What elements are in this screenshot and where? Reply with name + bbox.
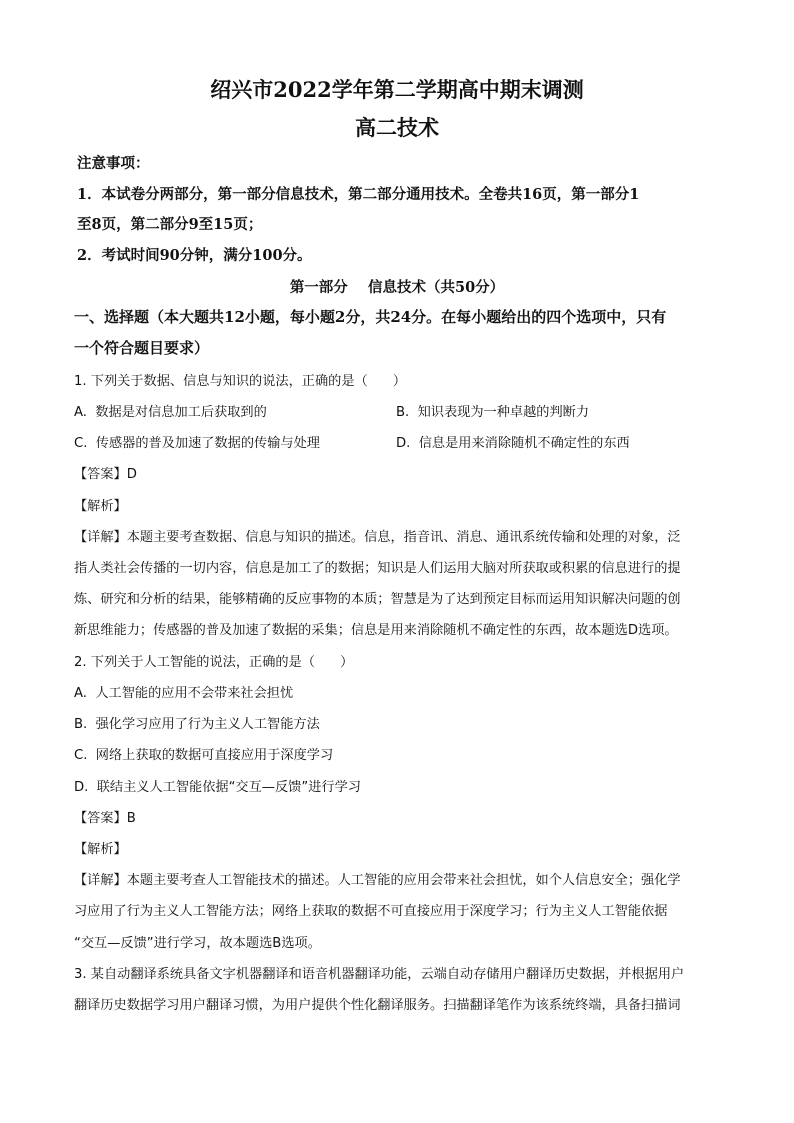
q1-option-d: D. 信息是用来消除随机不确定性的东西 [396,436,630,451]
q2-stem: 2. 下列关于人工智能的说法，正确的是（ ） [74,655,354,670]
section-1-heading-line-1: 一、选择题（本大题共12小题，每小题2分，共24分。在每小题给出的四个选项中，只有 [74,308,667,326]
q1-option-b: B. 知识表现为一种卓越的判断力 [396,405,590,420]
q2-analysis-label: 【解析】 [74,842,127,857]
q2-option-d: D. 联结主义人工智能依据“交互—反馈”进行学习 [74,780,361,795]
q2-option-a: A. 人工智能的应用不会带来社会担忧 [74,686,294,701]
q2-option-b: B. 强化学习应用了行为主义人工智能方法 [74,717,320,732]
q1-option-a: A. 数据是对信息加工后获取到的 [74,405,267,420]
notice-item-2: 2．考试时间90分钟，满分100分。 [77,247,312,264]
notice-item-1-line-2: 至8页，第二部分9至15页； [77,216,263,233]
section-1-heading-line-2: 一个符合题目要求） [74,339,210,357]
q2-option-c: C. 网络上获取的数据可直接应用于深度学习 [74,748,334,763]
part-1-heading: 第一部分 信息技术（共50分） [289,279,505,296]
q1-detail-line-2: 指人类社会传播的一切内容，信息是加工了的数据；知识是人们运用大脑对所获取或积累的信息进行的提 [74,561,681,576]
q1-detail-line-3: 炼、研究和分析的结果，能够精确的反应事物的本质；智慧是为了达到预定目标而运用知识解决问题的创 [74,592,681,607]
notice-item-1-line-1: 1．本试卷分两部分，第一部分信息技术，第二部分通用技术。全卷共16页，第一部分1 [77,186,640,203]
q1-stem: 1. 下列关于数据、信息与知识的说法，正确的是（ ） [74,374,407,389]
q1-option-c: C. 传感器的普及加速了数据的传输与处理 [74,436,320,451]
q2-detail-line-1: 【详解】本题主要考查人工智能技术的描述。人工智能的应用会带来社会担忧，如个人信息安全；强化学 [74,873,681,888]
q1-analysis-label: 【解析】 [74,499,127,514]
page-subtitle: 高二技术 [355,115,439,140]
q3-stem-line-1: 3. 某自动翻译系统具备文字机器翻译和语音机器翻译功能，云端自动存储用户翻译历史数据，并根据用户 [74,967,685,982]
q2-answer: 【答案】B [74,811,136,826]
q3-stem-line-2: 翻译历史数据学习用户翻译习惯，为用户提供个性化翻译服务。扫描翻译笔作为该系统终端，具备扫描词 [74,998,681,1013]
q1-detail-line-1: 【详解】本题主要考查数据、信息与知识的描述。信息，指音讯、消息、通讯系统传输和处理的对象，泛 [74,530,681,545]
notice-heading: 注意事项： [77,155,150,172]
q2-detail-line-3: “交互—反馈”进行学习，故本题选B选项。 [74,936,321,951]
page-title: 绍兴市2022学年第二学期高中期末调测 [210,77,584,102]
q2-detail-line-2: 习应用了行为主义人工智能方法；网络上获取的数据不可直接应用于深度学习；行为主义人工智能依据 [74,904,668,919]
q1-answer: 【答案】D [74,467,137,482]
q1-detail-line-4: 新思维能力；传感器的普及加速了数据的采集；信息是用来消除随机不确定性的东西，故本题选D选项。 [74,623,678,638]
